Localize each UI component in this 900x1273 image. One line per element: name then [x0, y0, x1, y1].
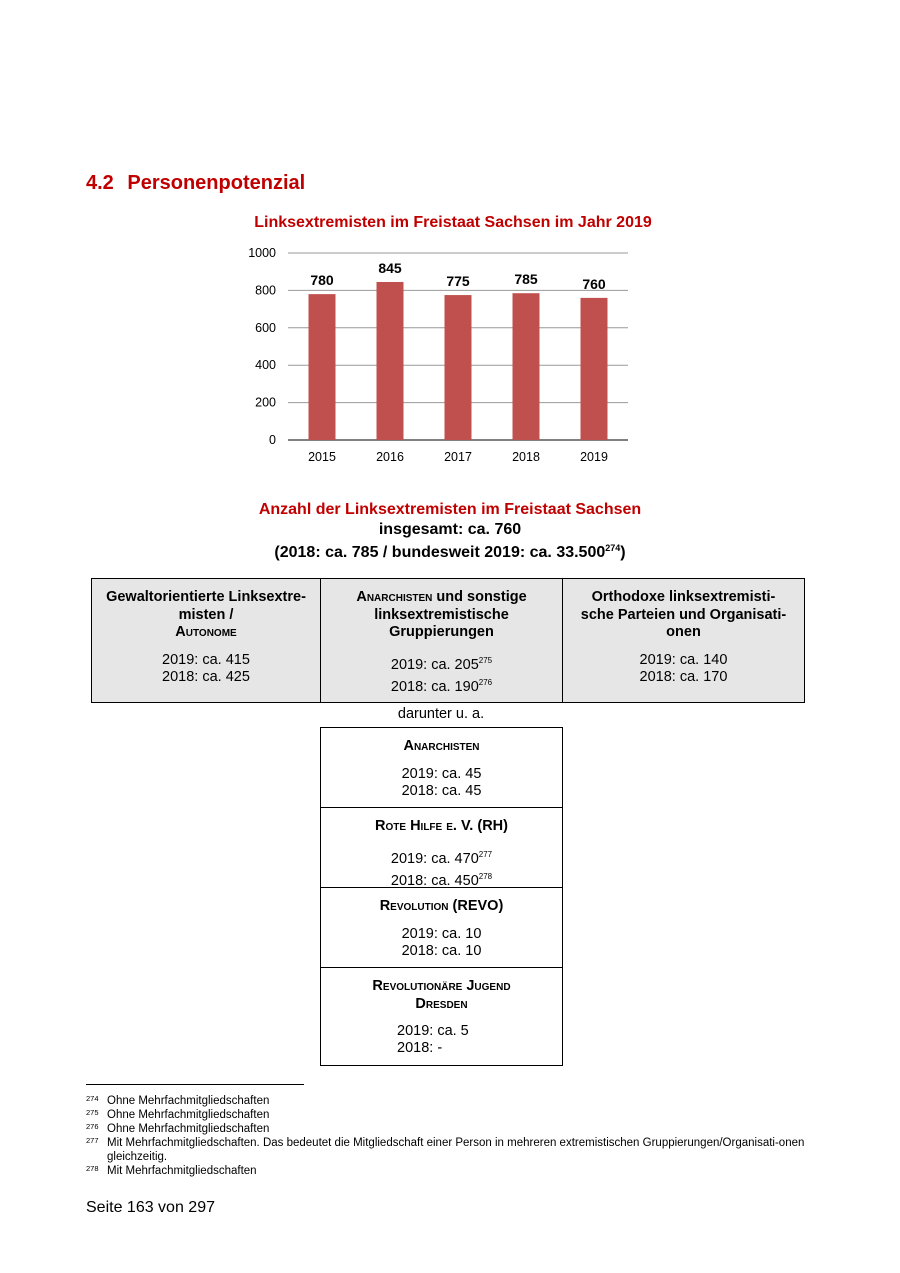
- footnote: [86, 1136, 826, 1164]
- summary-block: [0, 500, 900, 562]
- section-number: 4.2: [86, 172, 114, 194]
- bar: [309, 294, 336, 440]
- footnote-ref: 278: [478, 871, 493, 881]
- bar: [377, 282, 404, 440]
- category-values: [563, 652, 804, 686]
- subgroup-box-revolution: [320, 887, 563, 968]
- subgroup-box-revolutionaere-jugend: [320, 967, 563, 1066]
- category-heading: [92, 589, 320, 642]
- section-heading: [86, 172, 305, 195]
- category-values: [321, 652, 562, 696]
- heading-line: Orthodoxe linksextremisti-: [591, 589, 776, 605]
- heading-line: Gewaltorientierte Linksextre-: [106, 589, 306, 605]
- value-2018: 2018: ca. 170: [639, 668, 728, 685]
- heading-line: [321, 589, 562, 607]
- category-heading: [563, 589, 804, 642]
- bar: [581, 298, 608, 440]
- heading-line: sche Parteien und Organisati-: [580, 606, 787, 623]
- value-2019: [321, 652, 562, 674]
- category-heading: [321, 589, 562, 642]
- category-box-gewaltorientierte: [91, 578, 321, 703]
- summary-comparison-text: (2018: ca. 785 / bundesweit 2019: ca. 33.500: [274, 544, 606, 561]
- footnote-mark: 277: [86, 1136, 99, 1145]
- subgroup-name: [321, 978, 562, 1013]
- footnote-ref: 274: [605, 543, 621, 553]
- summary-title: Anzahl der Linksextremisten im Freistaat Sachsen: [258, 501, 642, 518]
- data-label: 845: [378, 259, 402, 276]
- section-title: Personenpotenzial: [127, 172, 306, 194]
- y-tick-label: 400: [255, 358, 276, 373]
- footnote-text: Ohne Mehrfachmitgliedschaften: [107, 1095, 270, 1107]
- subgroup-box-rote-hilfe: [320, 807, 563, 888]
- value-2019: 2019: ca. 140: [639, 651, 728, 668]
- heading-line: Gruppierungen: [389, 624, 494, 640]
- footnote-mark: 276: [86, 1122, 99, 1131]
- subgroup-values: [321, 846, 562, 890]
- darunter-label: darunter u. a.: [397, 706, 485, 722]
- heading-line: linksextremistische: [374, 606, 509, 623]
- subgroup-name: Revolution (REVO): [379, 898, 504, 914]
- footnote-ref: 276: [478, 677, 493, 687]
- footnote-ref: 275: [478, 655, 493, 665]
- footnote: [86, 1122, 826, 1136]
- summary-comparison: [0, 539, 900, 562]
- bar-chart: [230, 240, 650, 472]
- subgroup-name-line: Revolutionäre Jugend: [372, 978, 511, 994]
- value-2019: [321, 846, 562, 868]
- value-2019: 2019: ca. 10: [401, 925, 482, 942]
- bar: [445, 295, 472, 440]
- heading-line: misten /: [178, 606, 234, 623]
- y-tick-label: 200: [255, 395, 276, 410]
- subgroup-name-line: Dresden: [415, 995, 468, 1012]
- value-2018: 2018: -: [397, 1040, 443, 1056]
- footnote: [86, 1108, 826, 1122]
- footnote-divider: [86, 1084, 304, 1085]
- heading-line: onen: [666, 624, 701, 640]
- value-2018: 2018: ca. 45: [401, 782, 482, 799]
- footnote-ref: 277: [478, 849, 493, 859]
- value-2019: 2019: ca. 45: [401, 765, 482, 782]
- footnotes: [86, 1094, 826, 1178]
- footnote-text: Mit Mehrfachmitgliedschaften: [107, 1165, 257, 1177]
- footnote-text: Ohne Mehrfachmitgliedschaften: [107, 1123, 270, 1135]
- subgroup-name: Anarchisten: [403, 738, 480, 754]
- data-label: 780: [310, 272, 334, 289]
- footnote-text: Ohne Mehrfachmitgliedschaften: [107, 1109, 270, 1121]
- subgroup-values: [321, 766, 562, 800]
- subgroup-box-anarchisten: [320, 727, 563, 808]
- value-2019: 2019: ca. 415: [162, 651, 250, 668]
- x-tick-label: 2016: [376, 450, 404, 464]
- value-2019: 2019: ca. 5: [397, 1023, 469, 1039]
- page-number: Seite 163 von 297: [86, 1199, 215, 1216]
- x-tick-label: 2017: [444, 450, 472, 464]
- y-tick-label: 0: [269, 433, 276, 447]
- footnote: [86, 1164, 826, 1178]
- summary-comparison-end: ): [620, 544, 626, 561]
- y-tick-label: 600: [255, 320, 276, 335]
- value-text: 2018: ca. 190: [390, 678, 479, 695]
- footnote-mark: 274: [86, 1094, 99, 1103]
- chart-title: Linksextremisten im Freistaat Sachsen im Jahr 2019: [254, 214, 652, 231]
- value-text: 2019: ca. 205: [390, 656, 479, 673]
- data-label: 775: [446, 273, 470, 290]
- value-2018: 2018: ca. 10: [401, 942, 482, 959]
- summary-total: insgesamt: ca. 760: [378, 521, 522, 538]
- x-tick-label: 2019: [580, 450, 608, 464]
- y-tick-label: 800: [255, 283, 276, 298]
- value-text: 2018: ca. 450: [390, 872, 479, 889]
- subgroup-values: [321, 926, 562, 960]
- data-label: 785: [514, 271, 538, 288]
- footnote-mark: 275: [86, 1108, 99, 1117]
- subgroup-values: [321, 1023, 562, 1057]
- bar: [513, 293, 540, 440]
- data-label: 760: [582, 275, 606, 292]
- x-tick-label: 2015: [308, 450, 336, 464]
- footnote: [86, 1094, 826, 1108]
- value-text: 2019: ca. 470: [390, 850, 479, 867]
- y-tick-label: 1000: [248, 246, 276, 260]
- heading-rest: und sonstige: [432, 589, 527, 605]
- footnote-text: Mit Mehrfachmitgliedschaften. Das bedeutet die Mitgliedschaft einer Person in mehreren extremistischen Gruppierungen/Organisati-onen gleichzeitig.: [107, 1137, 805, 1163]
- category-box-anarchisten: [320, 578, 563, 703]
- footnote-mark: 278: [86, 1164, 99, 1173]
- category-values: [92, 652, 320, 686]
- value-2018: 2018: ca. 425: [162, 668, 250, 685]
- category-box-orthodoxe: [562, 578, 805, 703]
- heading-small-caps: Anarchisten: [356, 589, 433, 605]
- subgroup-name: Rote Hilfe e. V. (RH): [375, 818, 508, 834]
- x-tick-label: 2018: [512, 450, 540, 464]
- value-2018: [321, 674, 562, 696]
- heading-line: Autonome: [175, 624, 237, 640]
